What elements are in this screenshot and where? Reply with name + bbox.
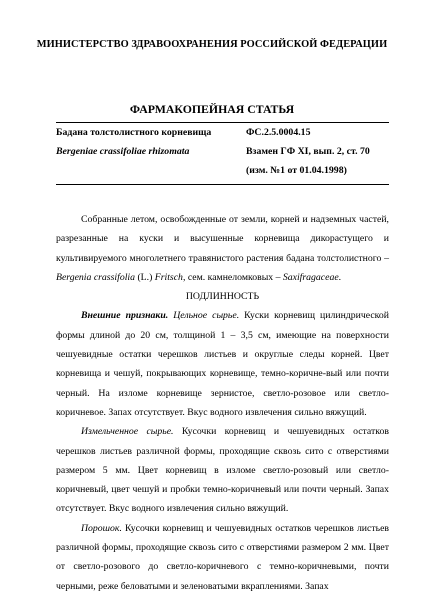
- author-l: (L.): [135, 271, 155, 283]
- intro-text: Собранные летом, освобожденные от земли, корней и надземных частей, разрезанные на куски и высушенные корневища дикорастущего и культивируемого многолетнего травянистого растения бадана толстолистного –: [56, 214, 389, 264]
- amendment-note: (изм. №1 от 01.04.1998): [246, 165, 347, 176]
- crushed-raw-label: Измельченное сырье.: [81, 426, 174, 438]
- crushed-raw-paragraph: [56, 422, 389, 518]
- crushed-raw-text: Кусочки корневищ и чешуевидных остатков черешков листьев различной формы, проходящие сквозь сито с отверстиями размером 5 мм. Цвет корневищ в изломе светло-розовый или светло-коричневый, цвет чешуй и пробки темно-коричневый или почти черный. Запах отсутствует. Вкус водного извлечения сильно вяжущий.: [56, 426, 389, 515]
- monograph-code: ФС.2.5.0004.15: [246, 127, 311, 138]
- powder-label: Порошок.: [81, 522, 122, 534]
- ministry-heading: МИНИСТЕРСТВО ЗДРАВООХРАНЕНИЯ РОССИЙСКОЙ ФЕДЕРАЦИИ: [36, 39, 388, 50]
- whole-raw-label: Цельное сырье.: [168, 310, 240, 322]
- family-name: Saxifragaceae: [282, 271, 339, 283]
- header-rule-top: [56, 122, 389, 123]
- powder-text: Кусочки корневищ и чешуевидных остатков черешков листьев различной формы, проходящие сквозь сито с отверстиями размером 2 мм. Цвет от светло-розового до светло-коричневого с темно-коричневыми, почти черными, реже беловатыми и зеленоватыми вкраплениями. Запах: [56, 522, 389, 592]
- document-body: [56, 210, 389, 596]
- intro-paragraph: [56, 210, 389, 287]
- species-name: Bergenia crassifolia: [56, 271, 135, 283]
- article-title: ФАРМАКОПЕЙНАЯ СТАТЬЯ: [129, 102, 295, 116]
- intro-text-2: , сем. камнеломковых –: [182, 271, 283, 283]
- section-authenticity: ПОДЛИННОСТЬ: [185, 291, 260, 303]
- replaces-note: Взамен ГФ XI, вып. 2, ст. 70: [246, 146, 370, 157]
- header-rule-bottom: [56, 184, 389, 185]
- drug-name-latin: Bergeniae crassifoliae rhizomata: [56, 146, 190, 157]
- external-signs-paragraph: [56, 306, 389, 422]
- drug-name-ru: Бадана толстолистного корневища: [56, 127, 212, 138]
- author-fritsch: Fritsch: [154, 271, 183, 283]
- powder-paragraph: [56, 519, 389, 596]
- intro-end: .: [338, 271, 342, 283]
- external-signs-label: Внешние признаки.: [81, 310, 169, 322]
- external-signs-text: Куски корневищ цилиндрической формы длиной до 20 см, толщиной 1 – 3,5 см, имеющие на поверхности чешуевидные остатки черешков листьев и округлые следы корней. Цвет корневища и чешуй, покрывающих корневище, темно-коричне-вый или почти черный. На изломе корневище зернистое, светло-розовое или светло-коричневое. Запах отсутствует. Вкус водного извлечения сильно вяжущий.: [56, 310, 389, 418]
